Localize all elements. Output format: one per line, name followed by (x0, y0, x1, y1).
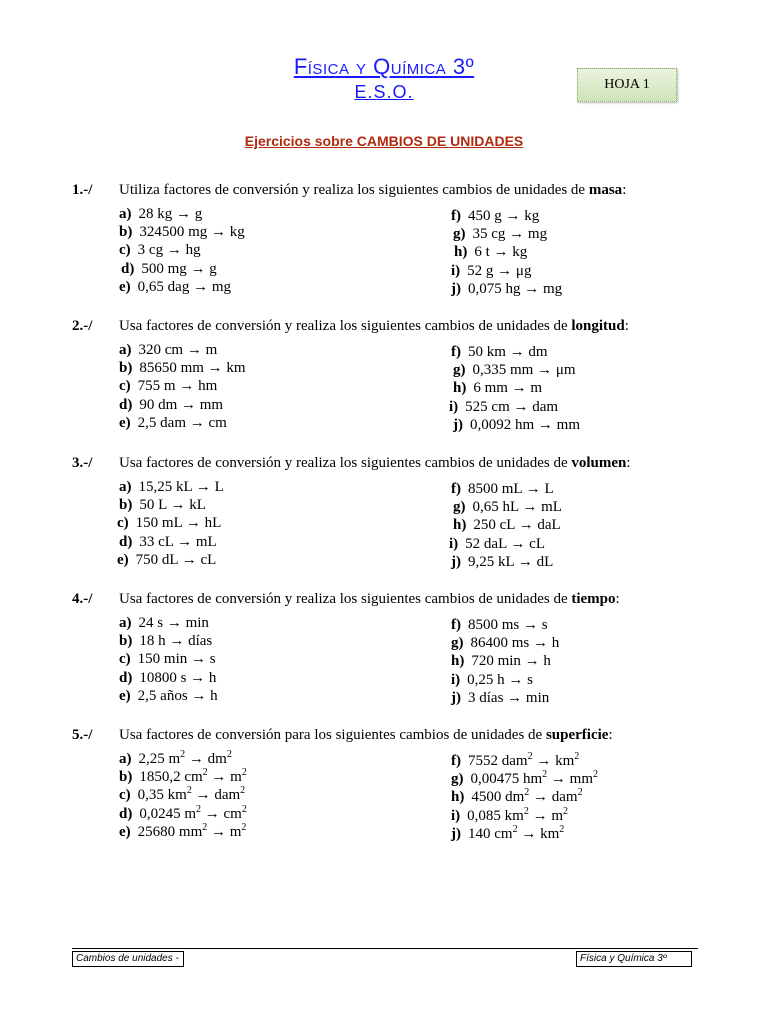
question-topic: masa (588, 182, 623, 198)
exercise-item: j) 0,075 hg → mg (451, 280, 563, 297)
exercise-item: g) 0,00475 $hm^2 \to mm^2$ (451, 769, 599, 788)
footer-left-label: Cambios de unidades - (72, 951, 184, 967)
page-title: Física y Química 3º (293, 54, 475, 79)
exercise-item: i) 52 daL → cL (449, 535, 546, 552)
question-intro: Usa factores de conversión y realiza los siguientes cambios de unidades de (119, 455, 572, 471)
question-statement: Usa factores de conversión y realiza los siguientes cambios de unidades de longitud: (119, 318, 629, 334)
question-topic: volumen (571, 455, 627, 471)
question-number: 1.-/ (72, 182, 93, 198)
question-intro: Usa factores de conversión y realiza los siguientes cambios de unidades de (119, 591, 572, 607)
question-number: 2.-/ (72, 318, 93, 334)
exercise-item: a) 2,25 $m^2 \to dm^2$ (119, 749, 232, 767)
exercise-item: i) 52 g → μg (451, 262, 532, 279)
question-statement: Usa factores de conversión para los siguientes cambios de unidades de superficie: (119, 727, 613, 743)
exercise-item: h) 250 cL → daL (453, 517, 561, 534)
exercise-item: e) 25680 $mm^2 \to m^2$ (119, 821, 247, 840)
exercise-item: d) 10800 s → h (119, 669, 217, 686)
exercise-item: f) 7552 $dam^2 \to km^2$ (451, 751, 580, 769)
question-intro: Usa factores de conversión para los siguientes cambios de unidades de (119, 727, 546, 743)
question-topic: superficie (545, 727, 609, 743)
exercise-item: b) 85650 mm → km (119, 360, 246, 377)
question-statement: Usa factores de conversión y realiza los siguientes cambios de unidades de tiempo: (119, 591, 620, 607)
exercise-item: j) 3 días → min (451, 689, 550, 706)
exercise-item: c) 755 m → hm (119, 378, 218, 395)
exercise-item: j) 140 $cm^2 \to km^2$ (451, 823, 565, 842)
exercise-item: c) 0,35 $km^2 \to dam^2$ (119, 785, 246, 804)
question-statement: Utiliza factores de conversión y realiza los siguientes cambios de unidades de masa: (119, 182, 627, 198)
question-statement: Usa factores de conversión y realiza los siguientes cambios de unidades de volumen: (119, 455, 631, 471)
footer-right-label: Física y Química 3º (576, 951, 692, 967)
question-number: 3.-/ (72, 455, 93, 471)
exercise-item: d) 90 dm → mm (119, 396, 224, 413)
exercise-item: g) 0,335 mm → μm (453, 362, 576, 379)
exercise-item: h) 720 min → h (451, 653, 551, 670)
exercise-item: h) 4500 $dm^2 \to dam^2$ (451, 787, 583, 806)
exercise-item: e) 2,5 dam → cm (119, 414, 227, 431)
exercise-item: h) 6 t → kg (454, 244, 528, 261)
exercise-item: b) 1850,2 $cm^2 \to m^2$ (119, 767, 247, 786)
exercise-item: g) 0,65 hL → mL (453, 499, 562, 516)
exercise-item: i) 525 cm → dam (449, 398, 559, 415)
exercise-item: f) 8500 ms → s (451, 617, 548, 633)
exercise-item: j) 0,0092 hm → mm (453, 416, 581, 433)
exercises-title: Ejercicios sobre CAMBIOS DE UNIDADES (244, 133, 524, 149)
exercise-item: d) 33 cL → mL (119, 533, 217, 550)
course-label: E.S.O. (354, 82, 414, 102)
exercise-item: f) 450 g → kg (451, 208, 540, 224)
exercise-item: h) 6 mm → m (453, 380, 543, 397)
exercise-item: j) 9,25 kL → dL (451, 553, 554, 570)
exercise-item: b) 18 h → días (119, 633, 213, 650)
question-topic: tiempo (571, 591, 616, 607)
exercise-item: i) 0,085 $km^2 \to m^2$ (451, 805, 569, 824)
exercise-item: a) 15,25 kL → L (119, 479, 224, 495)
exercise-item: a) 24 s → min (119, 615, 209, 631)
question-topic: longitud (571, 318, 625, 334)
exercise-item: g) 86400 ms → h (451, 635, 560, 652)
exercise-item: i) 0,25 h → s (451, 671, 534, 688)
exercise-item: a) 28 kg → g (119, 206, 203, 222)
exercise-item: c) 150 min → s (119, 651, 216, 668)
exercise-item: a) 320 cm → m (119, 342, 218, 358)
exercise-item: f) 8500 mL → L (451, 481, 554, 497)
exercise-item: d) 0,0245 $m^2 \to cm^2$ (119, 803, 247, 822)
footer-divider (72, 948, 698, 949)
exercise-item: e) 750 dL → cL (117, 551, 217, 568)
exercise-item: d) 500 mg → g (121, 260, 217, 277)
exercise-item: g) 35 cg → mg (453, 226, 548, 243)
question-intro: Usa factores de conversión y realiza los siguientes cambios de unidades de (119, 318, 572, 334)
exercise-item: c) 150 mL → hL (117, 515, 222, 532)
exercise-item: c) 3 cg → hg (119, 242, 201, 259)
exercise-item: b) 324500 mg → kg (119, 224, 245, 241)
exercise-item: b) 50 L → kL (119, 497, 206, 514)
sheet-badge: HOJA 1 (577, 68, 677, 102)
exercise-item: e) 2,5 años → h (119, 687, 218, 704)
question-intro: Utiliza factores de conversión y realiza los siguientes cambios de unidades de (119, 182, 589, 198)
question-number: 4.-/ (72, 591, 93, 607)
exercise-item: e) 0,65 dag → mg (119, 278, 231, 295)
question-number: 5.-/ (72, 727, 93, 743)
exercise-item: f) 50 km → dm (451, 344, 548, 360)
